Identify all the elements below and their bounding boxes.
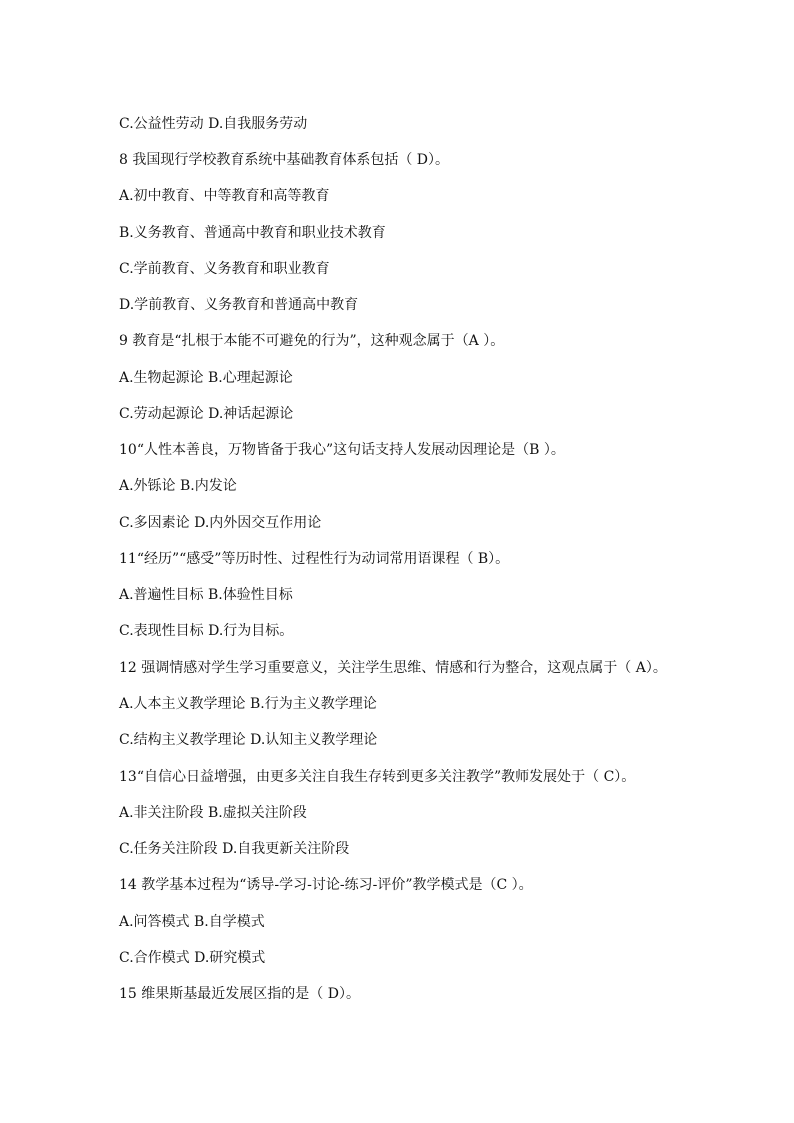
option-line-a-b: A.普遍性目标 B.体验性目标 bbox=[119, 587, 293, 603]
option-line-c-d: C.劳动起源论 D.神话起源论 bbox=[119, 406, 294, 422]
option-line-a-b: A.生物起源论 B.心理起源论 bbox=[119, 370, 293, 386]
question-10: 10“人性本善良，万物皆备于我心”这句话支持人发展动因理论是（B ）。 bbox=[119, 442, 565, 458]
question-11: 11“经历”“感受”等历时性、过程性行为动词常用语课程（ B）。 bbox=[119, 551, 510, 567]
question-9: 9 教育是“扎根于本能不可避免的行为”，这种观念属于（A ）。 bbox=[119, 333, 505, 349]
question-12: 12 强调情感对学生学习重要意义，关注学生思维、情感和行为整合，这观点属于（ A）。 bbox=[119, 660, 667, 676]
option-line-a-b: A.问答模式 B.自学模式 bbox=[119, 914, 265, 930]
option-b: B.义务教育、普通高中教育和职业技术教育 bbox=[119, 225, 386, 241]
option-line-a-b: A.非关注阶段 B.虚拟关注阶段 bbox=[119, 805, 307, 821]
option-line-a-b: A.人本主义教学理论 B.行为主义教学理论 bbox=[119, 696, 377, 712]
option-line-c-d: C.公益性劳动 D.自我服务劳动 bbox=[119, 116, 308, 132]
option-line-c-d: C.结构主义教学理论 D.认知主义教学理论 bbox=[119, 732, 378, 748]
option-a: A.初中教育、中等教育和高等教育 bbox=[119, 188, 330, 204]
question-15: 15 维果斯基最近发展区指的是（ D）。 bbox=[119, 986, 360, 1002]
option-line-c-d: C.多因素论 D.内外因交互作用论 bbox=[119, 515, 322, 531]
question-13: 13“自信心日益增强，由更多关注自我生存转到更多关注教学”教师发展处于（ C）。 bbox=[119, 769, 636, 785]
option-line-a-b: A.外铄论 B.内发论 bbox=[119, 478, 237, 494]
option-line-c-d: C.任务关注阶段 D.自我更新关注阶段 bbox=[119, 841, 350, 857]
option-c: C.学前教育、义务教育和职业教育 bbox=[119, 261, 330, 277]
question-8: 8 我国现行学校教育系统中基础教育体系包括（ D）。 bbox=[119, 152, 450, 168]
option-line-c-d: C.合作模式 D.研究模式 bbox=[119, 950, 266, 966]
option-line-c-d: C.表现性目标 D.行为目标。 bbox=[119, 623, 294, 639]
question-14: 14 教学基本过程为“诱导-学习-讨论-练习-评价”教学模式是（C ）。 bbox=[119, 877, 533, 893]
option-d: D.学前教育、义务教育和普通高中教育 bbox=[119, 297, 359, 313]
